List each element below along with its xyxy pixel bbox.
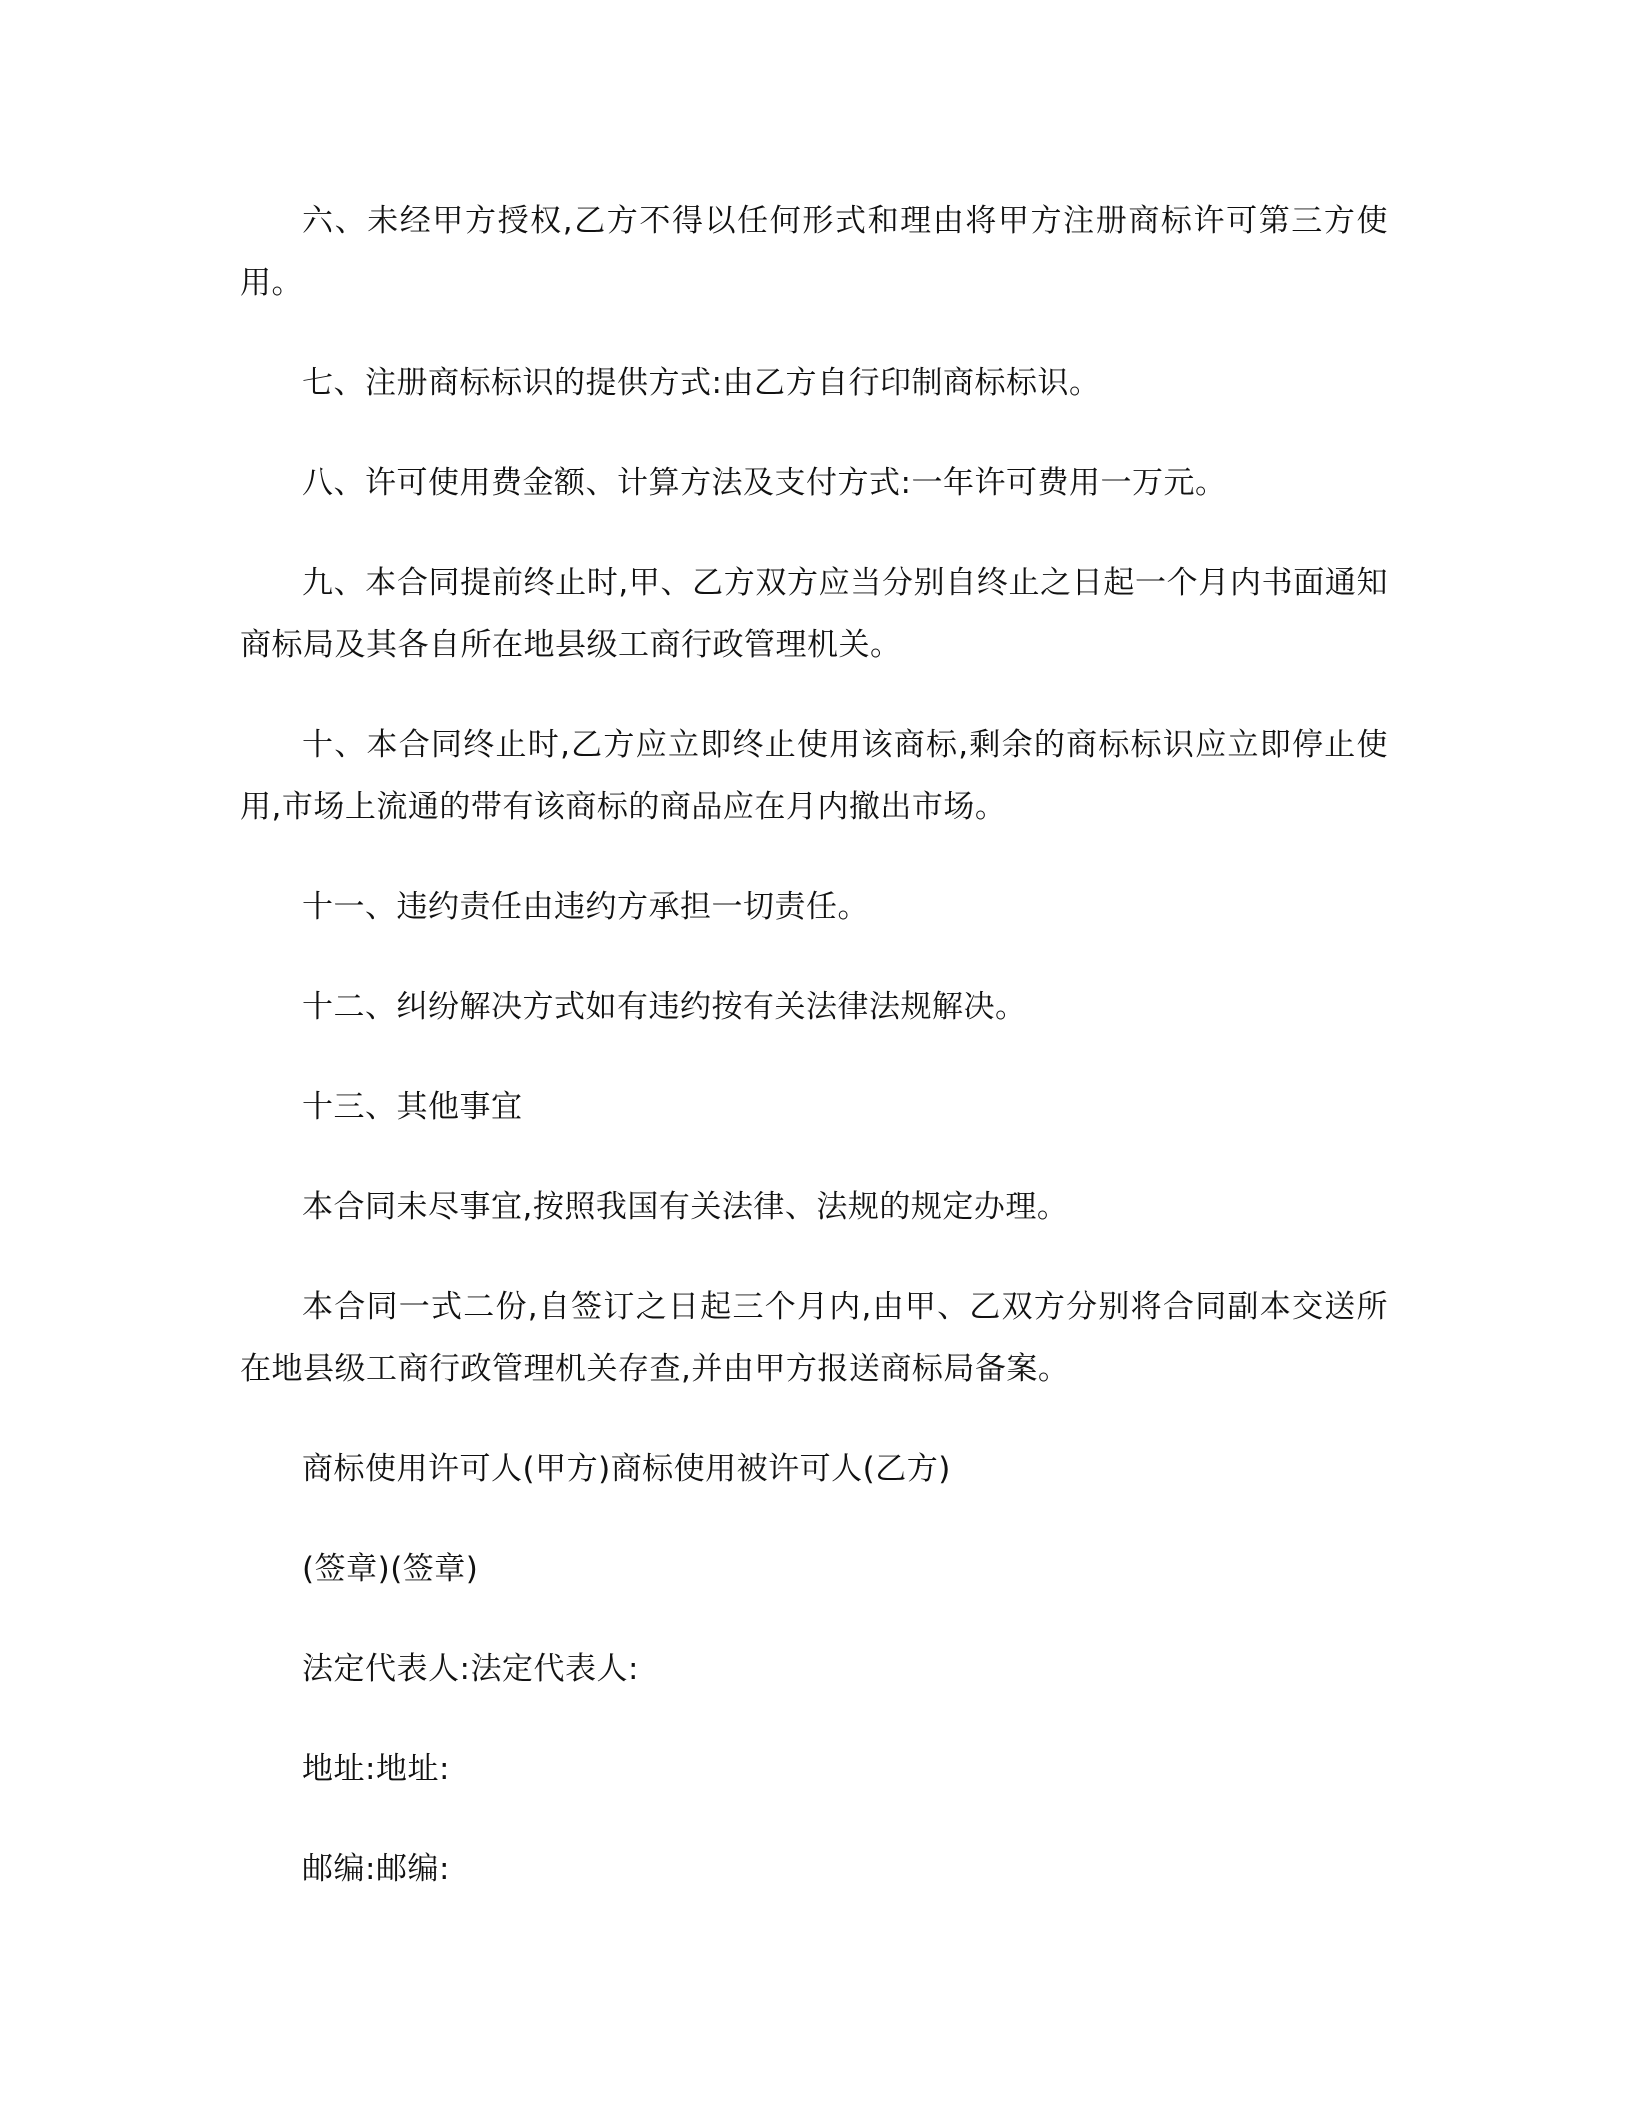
clause-6: 六、未经甲方授权,乙方不得以任何形式和理由将甲方注册商标许可第三方使用。 xyxy=(240,203,1388,301)
clause-10: 十、本合同终止时,乙方应立即终止使用该商标,剩余的商标标识应立即停止使用,市场上流通的带有该商标的商品应在月内撤出市场。 xyxy=(240,727,1388,825)
clause-13: 十三、其他事宜 xyxy=(302,1089,523,1125)
address-line: 地址:地址: xyxy=(302,1751,450,1787)
other-matters: 本合同未尽事宜,按照我国有关法律、法规的规定办理。 xyxy=(302,1189,1069,1225)
clause-9: 九、本合同提前终止时,甲、乙方双方应当分别自终止之日起一个月内书面通知商标局及其各自所在地县级工商行政管理机关。 xyxy=(240,565,1388,663)
document-body xyxy=(240,190,1388,1938)
copies-clause: 本合同一式二份,自签订之日起三个月内,由甲、乙双方分别将合同副本交送所在地县级工商行政管理机关存查,并由甲方报送商标局备案。 xyxy=(240,1289,1388,1387)
clause-7: 七、注册商标标识的提供方式:由乙方自行印制商标标识。 xyxy=(302,365,1101,401)
clause-11: 十一、违约责任由违约方承担一切责任。 xyxy=(302,889,869,925)
clause-12: 十二、纠纷解决方式如有违约按有关法律法规解决。 xyxy=(302,989,1027,1025)
legal-rep-line: 法定代表人:法定代表人: xyxy=(302,1651,639,1687)
postcode-line: 邮编:邮编: xyxy=(302,1851,450,1887)
parties-line: 商标使用许可人(甲方)商标使用被许可人(乙方) xyxy=(302,1451,951,1487)
clause-8: 八、许可使用费金额、计算方法及支付方式:一年许可费用一万元。 xyxy=(302,465,1227,501)
signature-line: (签章)(签章) xyxy=(302,1551,479,1587)
